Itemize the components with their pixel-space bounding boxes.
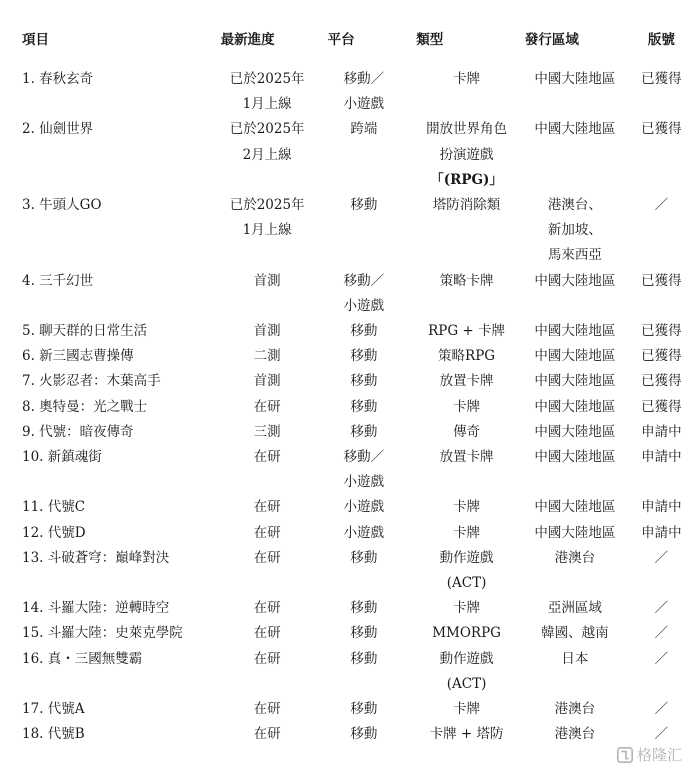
cell-item-text: 17. 代號A (22, 701, 85, 718)
cell-platform-line: 小遊戲 (343, 499, 385, 516)
cell-item (22, 647, 221, 697)
cell-genre (416, 596, 525, 621)
cell-genre-line: 卡牌 + 塔防 (429, 726, 504, 743)
table-body (22, 67, 690, 747)
cell-item-text: 9. 代號：暗夜傳奇 (22, 423, 134, 440)
cell-platform (328, 420, 417, 445)
cell-progress-line: 在研 (253, 499, 281, 516)
cell-genre-line: 塔防消除類 (432, 197, 501, 214)
cell-license-text: ／ (654, 600, 669, 617)
cell-genre (416, 193, 525, 269)
table-row (22, 621, 690, 646)
cell-progress-line: 在研 (253, 398, 281, 415)
cell-genre-line: 開放世界角色 (426, 121, 508, 138)
cell-progress (221, 546, 328, 596)
cell-license (633, 420, 690, 445)
table-row (22, 647, 690, 697)
cell-region-line: 中國大陸地區 (534, 121, 616, 138)
cell-progress (221, 596, 328, 621)
cell-license (633, 269, 690, 319)
cell-license-text: 已獲得 (641, 373, 682, 390)
cell-item (22, 596, 221, 621)
cell-region (525, 647, 633, 697)
cell-progress (221, 193, 328, 269)
cell-platform-line: 移動 (350, 197, 378, 214)
cell-genre-line: 卡牌 (453, 701, 481, 718)
header-license: 版號 (647, 32, 675, 48)
cell-progress-line: 首測 (253, 272, 281, 289)
cell-region (525, 420, 633, 445)
cell-region (525, 269, 633, 319)
cell-progress-line: 在研 (253, 701, 281, 718)
table-row (22, 546, 690, 596)
cell-license (633, 521, 690, 546)
table-row (22, 395, 690, 420)
cell-platform-line: 移動 (350, 625, 378, 642)
cell-region-line: 中國大陸地區 (534, 348, 616, 365)
cell-progress (221, 369, 328, 394)
cell-region (525, 445, 633, 495)
cell-region-line: 中國大陸地區 (534, 373, 616, 390)
cell-platform-line: 移動 (350, 701, 378, 718)
cell-region-line: 中國大陸地區 (534, 323, 616, 340)
cell-genre-line: 卡牌 (453, 398, 481, 415)
cell-item (22, 621, 221, 646)
cell-progress (221, 269, 328, 319)
cell-platform (328, 521, 417, 546)
cell-region (525, 697, 633, 722)
cell-genre (416, 722, 525, 747)
cell-progress-line: 在研 (253, 625, 281, 642)
cell-item-text: 14. 斗羅大陸：逆轉時空 (22, 600, 170, 617)
cell-license-text: 已獲得 (641, 323, 682, 340)
cell-license (633, 546, 690, 596)
cell-genre-line: (ACT) (446, 575, 487, 592)
cell-license-text: ／ (654, 650, 669, 667)
cell-platform (328, 546, 417, 596)
cell-genre (416, 621, 525, 646)
cell-progress (221, 647, 328, 697)
cell-region (525, 495, 633, 520)
cell-item (22, 722, 221, 747)
cell-progress-line: 1月上線 (242, 96, 292, 113)
cell-platform (328, 596, 417, 621)
cell-item-text: 13. 斗破蒼穹：巔峰對決 (22, 549, 170, 566)
cell-region-line: 馬來西亞 (547, 247, 602, 264)
cell-license-text: 申請中 (641, 499, 682, 516)
cell-genre-line: 動作遊戲 (439, 549, 494, 566)
cell-item-text: 6. 新三國志曹操傳 (22, 348, 134, 365)
cell-platform-line: 移動 (350, 373, 378, 390)
cell-license-text: ／ (654, 726, 669, 743)
cell-platform (328, 193, 417, 269)
cell-license (633, 596, 690, 621)
cell-platform (328, 445, 417, 495)
cell-genre (416, 369, 525, 394)
cell-genre (416, 269, 525, 319)
cell-region-line: 中國大陸地區 (534, 449, 616, 466)
cell-genre-line: 傳奇 (453, 423, 481, 440)
cell-platform-line: 移動 (350, 398, 378, 415)
cell-region-line: 港澳台 (554, 726, 596, 743)
cell-progress-line: 首測 (253, 323, 281, 340)
cell-license (633, 117, 690, 193)
cell-region-line: 中國大陸地區 (534, 272, 616, 289)
table-row (22, 193, 690, 269)
cell-item (22, 117, 221, 193)
cell-item (22, 697, 221, 722)
cell-progress-line: 在研 (253, 726, 281, 743)
cell-progress (221, 521, 328, 546)
cell-genre (416, 344, 525, 369)
cell-region (525, 67, 633, 117)
cell-license (633, 495, 690, 520)
cell-platform-line: 小遊戲 (343, 96, 385, 113)
cell-genre (416, 647, 525, 697)
cell-region (525, 369, 633, 394)
cell-platform-line: 跨端 (350, 121, 378, 138)
cell-genre (416, 395, 525, 420)
cell-genre (416, 445, 525, 495)
cell-platform (328, 495, 417, 520)
cell-region (525, 344, 633, 369)
table-row (22, 521, 690, 546)
cell-genre (416, 521, 525, 546)
table-row (22, 117, 690, 193)
cell-progress-line: 二測 (253, 348, 281, 365)
table-row (22, 722, 690, 747)
cell-progress (221, 67, 328, 117)
cell-region-line: 中國大陸地區 (534, 71, 616, 87)
cell-region (525, 621, 633, 646)
header-region: 發行區域 (524, 32, 579, 48)
cell-progress-line: 1月上線 (242, 222, 292, 239)
cell-item-text: 8. 奧特曼：光之戰士 (22, 398, 148, 415)
cell-platform (328, 344, 417, 369)
cell-platform (328, 67, 417, 117)
cell-progress-line: 2月上線 (242, 146, 292, 163)
cell-region-line: 港澳台、 (547, 197, 602, 214)
cell-progress-line: 已於2025年 (229, 121, 305, 138)
cell-genre-line: MMORPG (432, 625, 501, 642)
cell-genre-line: 卡牌 (453, 71, 481, 87)
cell-platform-line: 移動 (350, 650, 378, 667)
cell-item (22, 269, 221, 319)
cell-region-line: 亞洲區域 (547, 600, 602, 617)
header-platform: 平台 (327, 32, 355, 48)
cell-license (633, 647, 690, 697)
watermark-text: 格隆汇 (636, 746, 682, 764)
cell-license-text: ／ (654, 701, 669, 718)
cell-genre (416, 319, 525, 344)
cell-progress (221, 697, 328, 722)
cell-progress (221, 722, 328, 747)
cell-genre-line: 卡牌 (453, 499, 481, 516)
cell-progress-line: 已於2025年 (229, 197, 305, 214)
cell-progress (221, 621, 328, 646)
cell-item-text: 10. 新鎮魂街 (22, 449, 102, 466)
cell-region (525, 117, 633, 193)
cell-license (633, 697, 690, 722)
cell-region (525, 319, 633, 344)
cell-item (22, 193, 221, 269)
cell-item-text: 4. 三千幻世 (22, 272, 94, 289)
cell-item-text: 15. 斗羅大陸：史萊克學院 (22, 625, 183, 642)
cell-license-text: ／ (654, 197, 669, 214)
cell-progress (221, 117, 328, 193)
cell-genre-line: 「(RPG)」 (430, 171, 503, 188)
cell-platform (328, 621, 417, 646)
cell-platform-line: 小遊戲 (343, 524, 385, 541)
cell-genre (416, 67, 525, 117)
cell-license-text: 已獲得 (641, 398, 682, 415)
cell-item (22, 521, 221, 546)
cell-region-line: 中國大陸地區 (534, 524, 616, 541)
cell-item-text: 18. 代號B (22, 726, 85, 743)
cell-platform-line: 移動／ (343, 71, 385, 87)
cell-progress-line: 首測 (253, 373, 281, 390)
table-row (22, 269, 690, 319)
watermark (616, 744, 682, 765)
cell-license-text: ／ (654, 625, 669, 642)
cell-region-line: 韓國、越南 (541, 625, 609, 642)
cell-platform-line: 移動／ (343, 449, 385, 466)
cell-license-text: 已獲得 (641, 272, 682, 289)
cell-platform (328, 697, 417, 722)
table-row (22, 67, 690, 117)
cell-license-text: ／ (654, 549, 669, 566)
cell-progress-line: 在研 (253, 600, 281, 617)
cell-platform-line: 移動 (350, 600, 378, 617)
cell-region-line: 中國大陸地區 (534, 423, 616, 440)
cell-progress (221, 495, 328, 520)
cell-platform-line: 移動 (350, 348, 378, 365)
cell-genre-line: (ACT) (446, 675, 487, 692)
table-row (22, 596, 690, 621)
table-row (22, 445, 690, 495)
game-pipeline-table (22, 28, 690, 747)
cell-item (22, 344, 221, 369)
header-progress: 最新進度 (220, 32, 275, 48)
cell-region (525, 521, 633, 546)
cell-genre-line: 卡牌 (453, 600, 481, 617)
cell-platform-line: 移動 (350, 423, 378, 440)
cell-genre-line: 策略卡牌 (439, 272, 494, 289)
cell-platform (328, 395, 417, 420)
cell-platform-line: 小遊戲 (343, 297, 385, 314)
cell-platform-line: 移動 (350, 323, 378, 340)
header-genre: 類型 (416, 32, 444, 48)
cell-region-line: 中國大陸地區 (534, 398, 616, 415)
cell-item-text: 5. 聊天群的日常生活 (22, 323, 148, 340)
cell-genre-line: RPG + 卡牌 (428, 323, 506, 340)
cell-item (22, 495, 221, 520)
cell-progress-line: 在研 (253, 650, 281, 667)
cell-item (22, 420, 221, 445)
cell-genre-line: 策略RPG (438, 348, 496, 365)
cell-genre-line: 扮演遊戲 (439, 146, 494, 163)
cell-platform (328, 647, 417, 697)
cell-progress-line: 已於2025年 (229, 71, 305, 87)
cell-region (525, 193, 633, 269)
cell-genre-line: 放置卡牌 (439, 449, 494, 466)
cell-license-text: 申請中 (641, 524, 682, 541)
cell-license (633, 395, 690, 420)
cell-license-text: 已獲得 (641, 121, 682, 138)
header-item: 項目 (22, 32, 49, 48)
cell-progress (221, 420, 328, 445)
cell-progress-line: 三測 (253, 423, 281, 440)
cell-item (22, 319, 221, 344)
cell-license (633, 445, 690, 495)
cell-platform-line: 移動 (350, 549, 378, 566)
cell-item-text: 12. 代號D (22, 524, 86, 541)
cell-progress-line: 在研 (253, 524, 281, 541)
cell-progress (221, 319, 328, 344)
cell-region (525, 395, 633, 420)
cell-license-text: 已獲得 (641, 348, 682, 365)
cell-region (525, 596, 633, 621)
gelonghui-logo-icon (616, 746, 634, 764)
cell-region-line: 中國大陸地區 (534, 499, 616, 516)
cell-progress (221, 445, 328, 495)
cell-genre-line: 動作遊戲 (439, 650, 494, 667)
cell-item-text: 1. 春秋玄奇 (22, 71, 94, 87)
cell-license-text: 申請中 (641, 423, 682, 440)
cell-item-text: 7. 火影忍者：木葉高手 (22, 373, 161, 390)
cell-progress-line: 在研 (253, 549, 281, 566)
cell-platform (328, 319, 417, 344)
table-row (22, 420, 690, 445)
cell-platform (328, 722, 417, 747)
table-row (22, 697, 690, 722)
cell-license (633, 344, 690, 369)
cell-genre (416, 117, 525, 193)
cell-platform-line: 小遊戲 (343, 474, 385, 491)
cell-platform (328, 369, 417, 394)
cell-license-text: 申請中 (641, 449, 682, 466)
cell-item (22, 395, 221, 420)
cell-region-line: 港澳台 (554, 701, 596, 718)
cell-genre-line: 放置卡牌 (439, 373, 494, 390)
cell-license (633, 621, 690, 646)
cell-item-text: 11. 代號C (22, 499, 86, 516)
cell-platform (328, 269, 417, 319)
cell-genre (416, 420, 525, 445)
cell-genre (416, 546, 525, 596)
cell-license (633, 319, 690, 344)
cell-progress (221, 344, 328, 369)
cell-region-line: 日本 (561, 650, 589, 667)
cell-license-text: 已獲得 (641, 71, 682, 87)
cell-platform (328, 117, 417, 193)
cell-genre (416, 495, 525, 520)
table-row (22, 344, 690, 369)
cell-license (633, 369, 690, 394)
cell-progress (221, 395, 328, 420)
cell-license (633, 193, 690, 269)
cell-item-text: 2. 仙劍世界 (22, 121, 94, 138)
cell-region (525, 546, 633, 596)
table-row (22, 369, 690, 394)
cell-region-line: 新加坡、 (547, 222, 602, 239)
cell-item (22, 369, 221, 394)
cell-item (22, 546, 221, 596)
cell-genre (416, 697, 525, 722)
table-header-row (22, 28, 690, 67)
cell-item (22, 67, 221, 117)
cell-platform-line: 移動／ (343, 272, 385, 289)
cell-item-text: 16. 真・三國無雙霸 (22, 650, 143, 667)
cell-progress-line: 在研 (253, 449, 281, 466)
cell-license (633, 67, 690, 117)
table-row (22, 319, 690, 344)
cell-item (22, 445, 221, 495)
cell-item-text: 3. 牛頭人GO (22, 197, 102, 214)
cell-platform-line: 移動 (350, 726, 378, 743)
cell-region-line: 港澳台 (554, 549, 596, 566)
table-row (22, 495, 690, 520)
cell-genre-line: 卡牌 (453, 524, 481, 541)
